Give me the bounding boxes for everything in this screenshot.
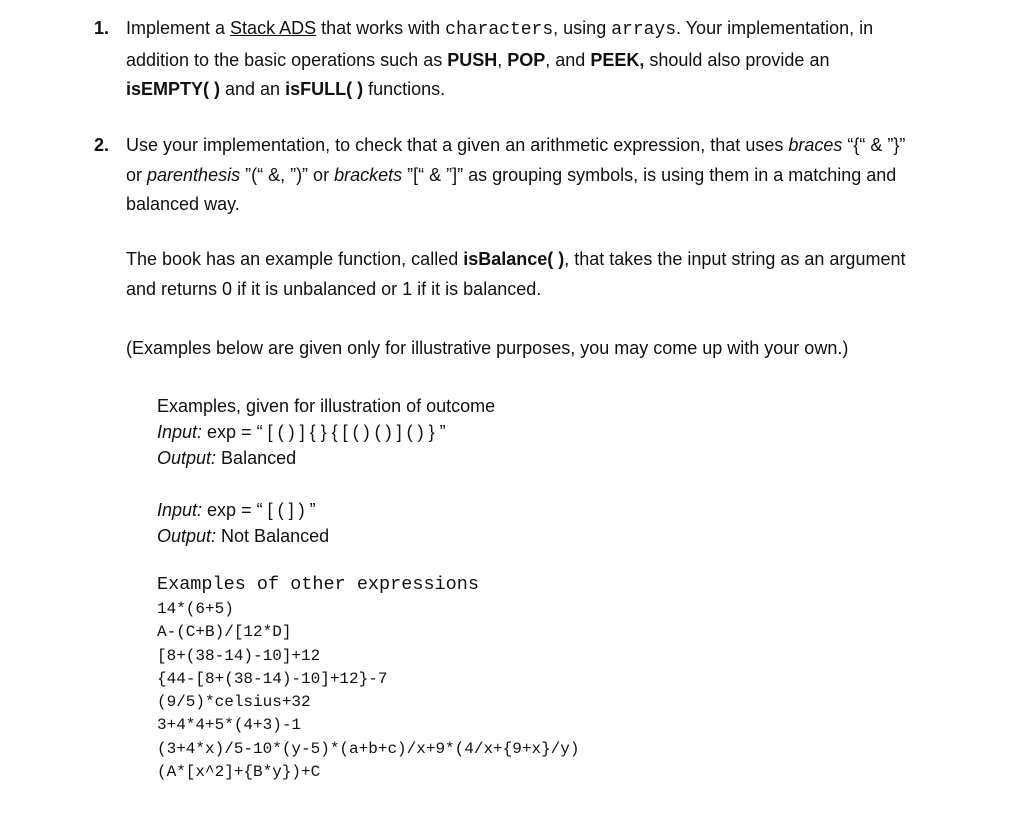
parenthesis-italic: parenthesis xyxy=(147,164,241,185)
text-run: , xyxy=(497,49,508,70)
text-run: , that takes the input string as an argument and returns 0 if it is unbalanced or 1 if it is balanced. xyxy=(126,249,906,299)
text-run: , using xyxy=(553,18,612,38)
text-run: “{“ & ”}” or xyxy=(126,135,906,185)
isfull-bold: isFULL( ) xyxy=(285,79,364,99)
book-paragraph xyxy=(126,245,926,304)
example-output-1 xyxy=(157,445,857,471)
input-value: exp = “ [ ( ) ] { } { [ ( ) ( ) ] ( ) } ” xyxy=(202,422,446,442)
item-number: 1. xyxy=(94,18,110,38)
pop-bold: POP xyxy=(507,49,546,70)
text-run: . Your implementation, in addition to the basic operations such as xyxy=(126,18,874,70)
example-input-2 xyxy=(157,497,857,523)
isbalance-bold: isBalance( ) xyxy=(463,249,565,269)
expression-item: {44-[8+(38-14)-10]+12}-7 xyxy=(157,669,388,688)
text-run: , and xyxy=(545,49,591,70)
expression-item: (3+4*x)/5-10*(y-5)*(a+b+c)/x+9*(4/x+{9+x}/y) xyxy=(157,739,580,758)
output-label: Output: xyxy=(157,448,217,468)
output-value: Not Balanced xyxy=(216,526,330,546)
characters-code: characters xyxy=(445,20,554,40)
text-run: ”(“ &, ”)” or xyxy=(240,164,335,185)
input-label: Input: xyxy=(157,422,203,442)
stack-ads-underlined: Stack ADS xyxy=(230,18,317,38)
item-number: 2. xyxy=(94,135,110,155)
text-run: functions. xyxy=(363,79,446,99)
examples-block-2 xyxy=(157,497,857,549)
push-bold: PUSH xyxy=(447,49,498,70)
isempty-bold: isEMPTY( ) xyxy=(126,79,221,99)
text-run: that works with xyxy=(316,18,446,38)
braces-italic: braces xyxy=(788,135,843,155)
input-label: Input: xyxy=(157,500,203,520)
output-label: Output: xyxy=(157,526,217,546)
text-run: should also provide an xyxy=(644,49,830,70)
expression-item: (9/5)*celsius+32 xyxy=(157,693,311,712)
expression-item: 14*(6+5) xyxy=(157,600,234,618)
other-expressions-heading: Examples of other expressions xyxy=(157,574,479,595)
expression-item: [8+(38-14)-10]+12 xyxy=(157,646,321,665)
text-run: Implement a xyxy=(126,18,231,38)
arrays-code: arrays xyxy=(611,20,677,40)
peek-bold: PEEK, xyxy=(590,49,645,70)
text-run: The book has an example function, called xyxy=(126,249,464,269)
expression-item: A-(C+B)/[12*D] xyxy=(157,623,292,642)
expression-item: (A*[x^2]+{B*y})+C xyxy=(157,763,321,782)
example-input-1 xyxy=(157,419,857,445)
examples-heading: Examples, given for illustration of outcome xyxy=(157,396,496,416)
item-2-text xyxy=(126,131,916,220)
input-value: exp = “ [ ( ] ) ” xyxy=(202,500,316,520)
expression-item: 3+4*4+5*(4+3)-1 xyxy=(157,716,302,735)
example-output-2 xyxy=(157,523,857,549)
examples-note: (Examples below are given only for illustrative purposes, you may come up with your own.) xyxy=(126,338,849,358)
other-expressions-list xyxy=(157,598,579,784)
brackets-italic: brackets xyxy=(334,164,403,185)
output-value: Balanced xyxy=(216,448,297,468)
text-run: and an xyxy=(220,79,286,99)
text-run: Use your implementation, to check that a given an arithmetic expression, that uses xyxy=(126,135,789,155)
examples-block-1 xyxy=(157,393,857,471)
item-1-text xyxy=(126,14,916,105)
text-run: ”[“ & ”]” as grouping symbols, is using them in a matching and balanced way. xyxy=(126,164,897,214)
